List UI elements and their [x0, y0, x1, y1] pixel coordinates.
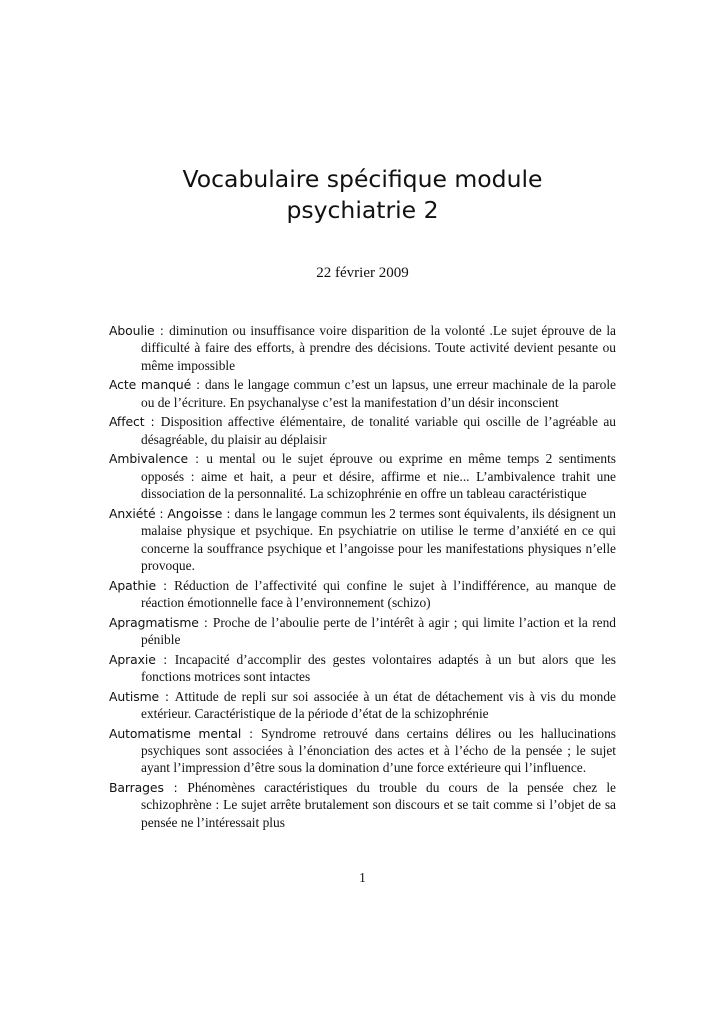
glossary-definition: Attitude de repli sur soi associée à un état de détachement vis à vis du monde extérieur. Caractéristique de la période d’état de la schizophrénie	[141, 688, 616, 722]
term-separator: :	[156, 577, 175, 593]
glossary-term: Automatisme mental	[109, 725, 242, 741]
glossary-term: Autisme	[109, 688, 160, 704]
term-separator: :	[198, 614, 213, 630]
glossary-term: Apraxie	[109, 651, 156, 667]
term-separator: :	[241, 725, 261, 741]
glossary-definition: Proche de l’aboulie perte de l’intérêt à agir ; qui limite l’action et la rend pénible	[141, 614, 616, 648]
glossary-entry-ambivalence	[109, 450, 616, 502]
term-separator: :	[163, 780, 188, 796]
glossary-entry-aboulie	[109, 322, 616, 374]
glossary-entry-affect	[109, 413, 616, 448]
glossary-definition: Incapacité d’accomplir des gestes volontaires adaptés à un but alors que les fonctions motrices sont intactes	[141, 651, 616, 685]
term-separator: :	[222, 505, 235, 521]
glossary-entry-automatisme-mental	[109, 725, 616, 777]
glossary-definition: Phénomènes caractéristiques du trouble du cours de la pensée chez le schizophrène : Le sujet arrête brutalement son discours et se tait comme si l’objet de sa pensée ne l’intéressait plus	[141, 780, 616, 830]
document-title-line-1: Vocabulaire spécifique module	[182, 164, 543, 193]
glossary-list	[109, 322, 616, 833]
term-separator: :	[191, 377, 205, 393]
glossary-entry-anxiete-angoisse	[109, 505, 616, 575]
term-separator: :	[159, 688, 175, 704]
glossary-term: Anxiété : Angoisse	[109, 505, 223, 521]
glossary-term: Apragmatisme	[109, 614, 199, 630]
term-separator: :	[188, 451, 207, 467]
glossary-definition: Réduction de l’affectivité qui confine le sujet à l’indifférence, au manque de réaction émotionnelle face à l’environnement (schizo)	[141, 577, 616, 611]
glossary-term: Apathie	[109, 577, 157, 593]
glossary-term: Aboulie	[109, 323, 155, 338]
glossary-entry-autisme	[109, 688, 616, 723]
glossary-definition: u mental ou le sujet éprouve ou exprime en même temps 2 sentiments opposés : aime et hait, a peur et désire, affirme et nie... L’ambivalence trahit une dissociation de la personnalité. La schizophrénie en offre un tableau caractéristique	[141, 451, 616, 502]
document-title	[0, 164, 725, 226]
glossary-definition: dans le langage commun les 2 termes sont équivalents, ils désignent un malaise physique et psychique. En psychiatrie on utilise le terme d’anxiété en ce qui concerne la souffrance psychique et l’angoisse pour les manifestations physiques n’elle provoque.	[141, 505, 617, 574]
glossary-definition: diminution ou insuffisance voire disparition de la volonté .Le sujet éprouve de la difficulté à faire des efforts, à prendre des décisions. Toute activité devient pesante ou même impossible	[141, 323, 616, 373]
glossary-definition: Disposition affective élémentaire, de tonalité variable qui oscille de l’agréable au désagréable, du plaisir au déplaisir	[141, 414, 616, 447]
term-separator: :	[155, 651, 175, 667]
term-separator: :	[154, 323, 170, 338]
glossary-term: Acte manqué	[109, 377, 192, 393]
glossary-term: Barrages	[109, 780, 164, 796]
glossary-entry-acte-manque	[109, 376, 616, 411]
glossary-term: Ambivalence	[109, 451, 189, 467]
glossary-entry-apraxie	[109, 651, 616, 686]
document-date: 22 février 2009	[316, 265, 409, 281]
document-title-line-2: psychiatrie 2	[286, 195, 439, 224]
page-number: 1	[359, 870, 366, 885]
glossary-definition: dans le langage commun c’est un lapsus, une erreur machinale de la parole ou de l’écriture. En psychanalyse c’est la manifestation d’un désir inconscient	[141, 377, 617, 410]
glossary-entry-apathie	[109, 577, 616, 612]
glossary-entry-barrages	[109, 779, 616, 831]
glossary-definition: Syndrome retrouvé dans certains délires ou les hallucinations psychiques sont associées à l’énonciation des actes et à l’écho de la pensée ; le sujet ayant l’impression d’être sous la domination d’une force extérieure qui l’influence.	[141, 725, 616, 776]
glossary-term: Affect	[109, 414, 145, 430]
term-separator: :	[144, 414, 161, 430]
glossary-entry-apragmatisme	[109, 614, 616, 649]
